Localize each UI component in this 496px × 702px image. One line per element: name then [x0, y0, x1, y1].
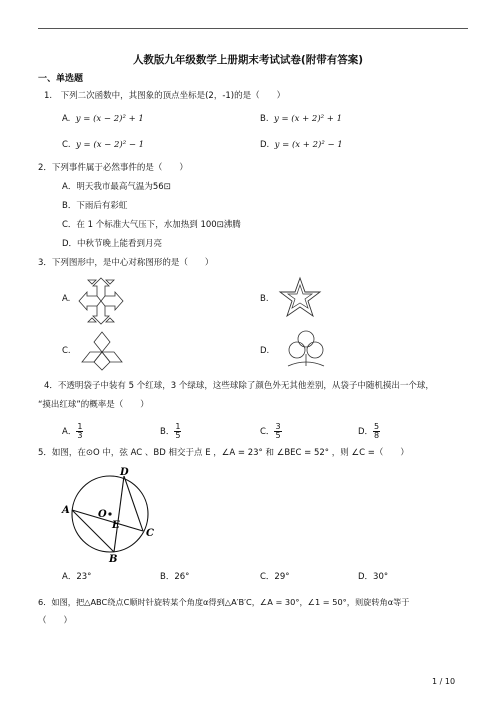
q4-option-b-fraction: [174, 423, 181, 440]
q2-option-d[interactable]: D．中秋节晚上能看到月亮: [62, 239, 163, 249]
q4-option-a[interactable]: [62, 421, 83, 443]
q4-d-numerator: 5: [374, 422, 380, 431]
q5-circle-figure: [60, 467, 164, 565]
q3-option-c-label[interactable]: C.: [62, 346, 71, 356]
q5-label-o: O: [98, 509, 107, 520]
q4-c-denominator: 5: [275, 431, 281, 440]
question-4-stem-line1: 4．不透明袋子中装有 5 个红球，3 个绿球，这些球除了颜色外无其他差别，从袋子中随机摸出一个球，: [44, 381, 434, 391]
q5-option-b[interactable]: B．26°: [160, 572, 190, 582]
q1-option-b[interactable]: [260, 114, 342, 125]
q4-option-a-fraction: [76, 423, 83, 440]
q4-b-numerator: 1: [175, 422, 181, 431]
q4-option-b[interactable]: [160, 421, 181, 443]
q3-option-d-label[interactable]: D.: [260, 346, 270, 356]
q5-label-d: D: [120, 467, 129, 478]
q5-center-dot: [108, 512, 111, 515]
q1-option-c[interactable]: [62, 140, 144, 151]
q1-option-b-expr: y = (x + 2)² + 1: [273, 114, 342, 124]
q4-option-d-fraction: [373, 423, 380, 440]
section-heading-single-choice: 一、单选题: [38, 74, 84, 84]
q5-label-c: C: [146, 528, 154, 539]
q4-option-c-label: C．: [260, 427, 275, 437]
q4-d-denominator: 8: [374, 431, 380, 440]
question-1-stem: 1. 下列二次函数中，其图象的顶点坐标是(2，-1)的是（ ）: [44, 91, 286, 101]
q1-option-d-label: D.: [260, 140, 270, 150]
page-number: 1 / 10: [432, 677, 456, 686]
document-title: 人教版九年级数学上册期末考试试卷(附带有答案): [132, 54, 364, 66]
question-6-stem-line2: （ ）: [38, 616, 73, 626]
q5-option-d[interactable]: D．30°: [358, 572, 389, 582]
q4-b-denominator: 5: [175, 431, 181, 440]
q3-figure-b-star: [278, 276, 322, 320]
q1-option-c-label: C.: [62, 140, 71, 150]
q3-figure-c-rhombuses: [80, 332, 124, 372]
q2-option-b[interactable]: B．下雨后有彩虹: [62, 201, 128, 211]
q4-option-c-fraction: [274, 423, 281, 440]
q4-option-d-label: D．: [358, 427, 374, 437]
q2-option-c[interactable]: C．在 1 个标准大气压下，水加热到 100⊡沸腾: [62, 220, 241, 230]
header-rule: [38, 28, 468, 29]
q1-option-a[interactable]: [62, 114, 144, 125]
question-2-stem: 2．下列事件属于必然事件的是（ ）: [38, 163, 188, 173]
q4-c-numerator: 3: [275, 422, 281, 431]
q4-a-denominator: 3: [77, 431, 83, 440]
question-4-stem-line2: “摸出红球”的概率是（ ）: [38, 400, 149, 410]
q4-a-numerator: 1: [77, 422, 83, 431]
q1-option-a-expr: y = (x − 2)² + 1: [75, 114, 144, 124]
q3-option-b-label[interactable]: B.: [260, 294, 269, 304]
q4-option-b-label: B．: [160, 427, 175, 437]
q5-label-a: A: [62, 505, 70, 516]
q3-figure-a-arrows: [76, 276, 126, 326]
q4-option-d[interactable]: [358, 421, 380, 443]
question-5-stem: 5．如图，在⊙O 中，弦 AC 、BD 相交于点 E ，∠A = 23° 和 ∠BEC = 52° ，则 ∠C =（ ）: [38, 448, 409, 458]
q3-figure-d-trefoil: [284, 328, 328, 372]
question-6-stem: 6．如图，把△ABC绕点C顺时针旋转某个角度α得到△A′B′C，∠A = 30°，∠1 = 50°，则旋转角α等于: [38, 597, 410, 607]
q5-option-c[interactable]: C．29°: [260, 572, 290, 582]
q4-option-a-label: A．: [62, 427, 77, 437]
q4-option-c[interactable]: [260, 421, 282, 443]
q1-option-d-expr: y = (x + 2)² − 1: [274, 140, 343, 150]
q1-option-c-expr: y = (x − 2)² − 1: [76, 140, 145, 150]
q5-label-b: B: [109, 554, 118, 565]
q1-option-d[interactable]: [260, 140, 343, 151]
q5-chord-bd: [114, 476, 124, 552]
question-3-stem: 3．下列图形中，是中心对称图形的是（ ）: [38, 258, 214, 268]
q3-option-a-label[interactable]: A.: [62, 294, 71, 304]
q1-option-a-label: A.: [62, 114, 71, 124]
q2-option-a[interactable]: A．明天我市最高气温为56⊡: [62, 182, 171, 192]
q1-option-b-label: B.: [260, 114, 269, 124]
q5-label-e: E: [112, 520, 120, 531]
q5-option-a[interactable]: A．23°: [62, 572, 92, 582]
